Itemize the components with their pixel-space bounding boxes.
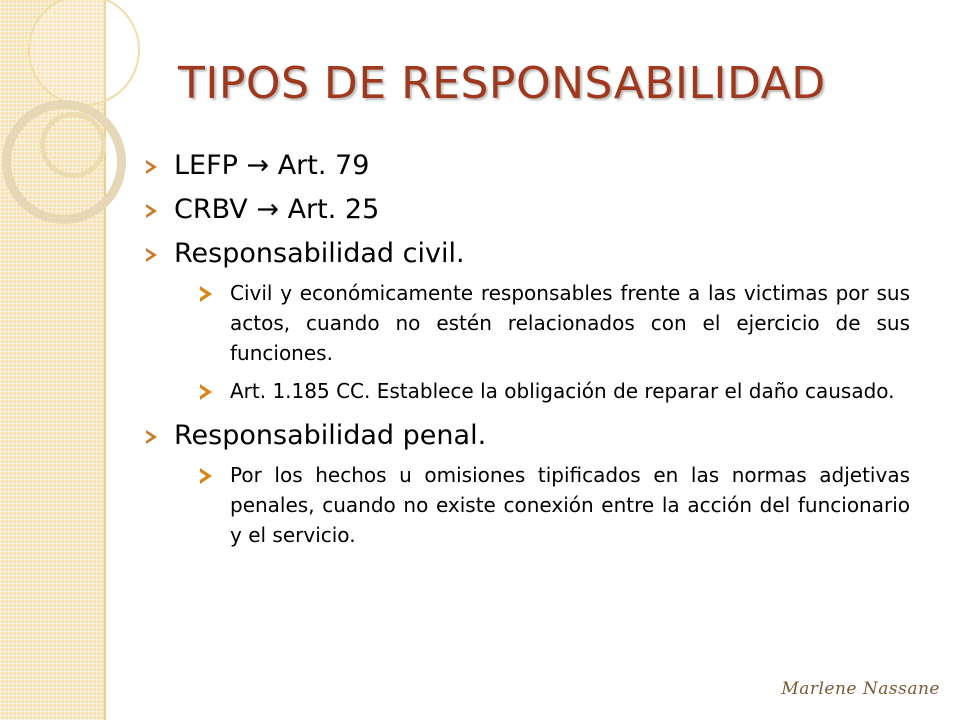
sub-list-item (200, 460, 910, 550)
ring-decoration-large (28, 0, 140, 106)
sub-list-item-text: Por los hechos u omisiones tipificados en las normas adjetivas penales, cuando no existe conexión entre la acción del funcionario y el servicio. (230, 463, 910, 547)
list-item-text: CRBV → Art. 25 (174, 194, 380, 225)
list-item-text: Responsabilidad penal. (174, 420, 487, 451)
list-item (146, 150, 910, 182)
slide-title: TIPOS DE RESPONSABILIDAD (178, 58, 826, 109)
arrowhead-bullet-icon (146, 204, 157, 218)
bullet-list (146, 150, 910, 558)
arrowhead-bullet-icon (200, 384, 212, 400)
ring-decoration-small (40, 112, 106, 178)
list-item (146, 420, 910, 452)
arrowhead-bullet-icon (146, 160, 157, 174)
list-item-text: Responsabilidad civil. (174, 238, 465, 269)
list-item-text: LEFP → Art. 79 (174, 150, 370, 181)
sub-list-item (200, 376, 910, 406)
list-item (146, 238, 910, 270)
arrowhead-bullet-icon (146, 430, 157, 444)
author-signature: Marlene Nassane (781, 679, 940, 699)
arrowhead-bullet-icon (200, 468, 212, 484)
list-item (146, 194, 910, 226)
arrowhead-bullet-icon (200, 286, 212, 302)
sub-list-item-text: Civil y económicamente responsables frente a las victimas por sus actos, cuando no estén relacionados con el ejercicio de sus funciones. (230, 281, 910, 365)
arrowhead-bullet-icon (146, 248, 157, 262)
sub-list-item (200, 278, 910, 368)
sub-list-item-text: Art. 1.185 CC. Establece la obligación de reparar el daño causado. (230, 379, 895, 403)
